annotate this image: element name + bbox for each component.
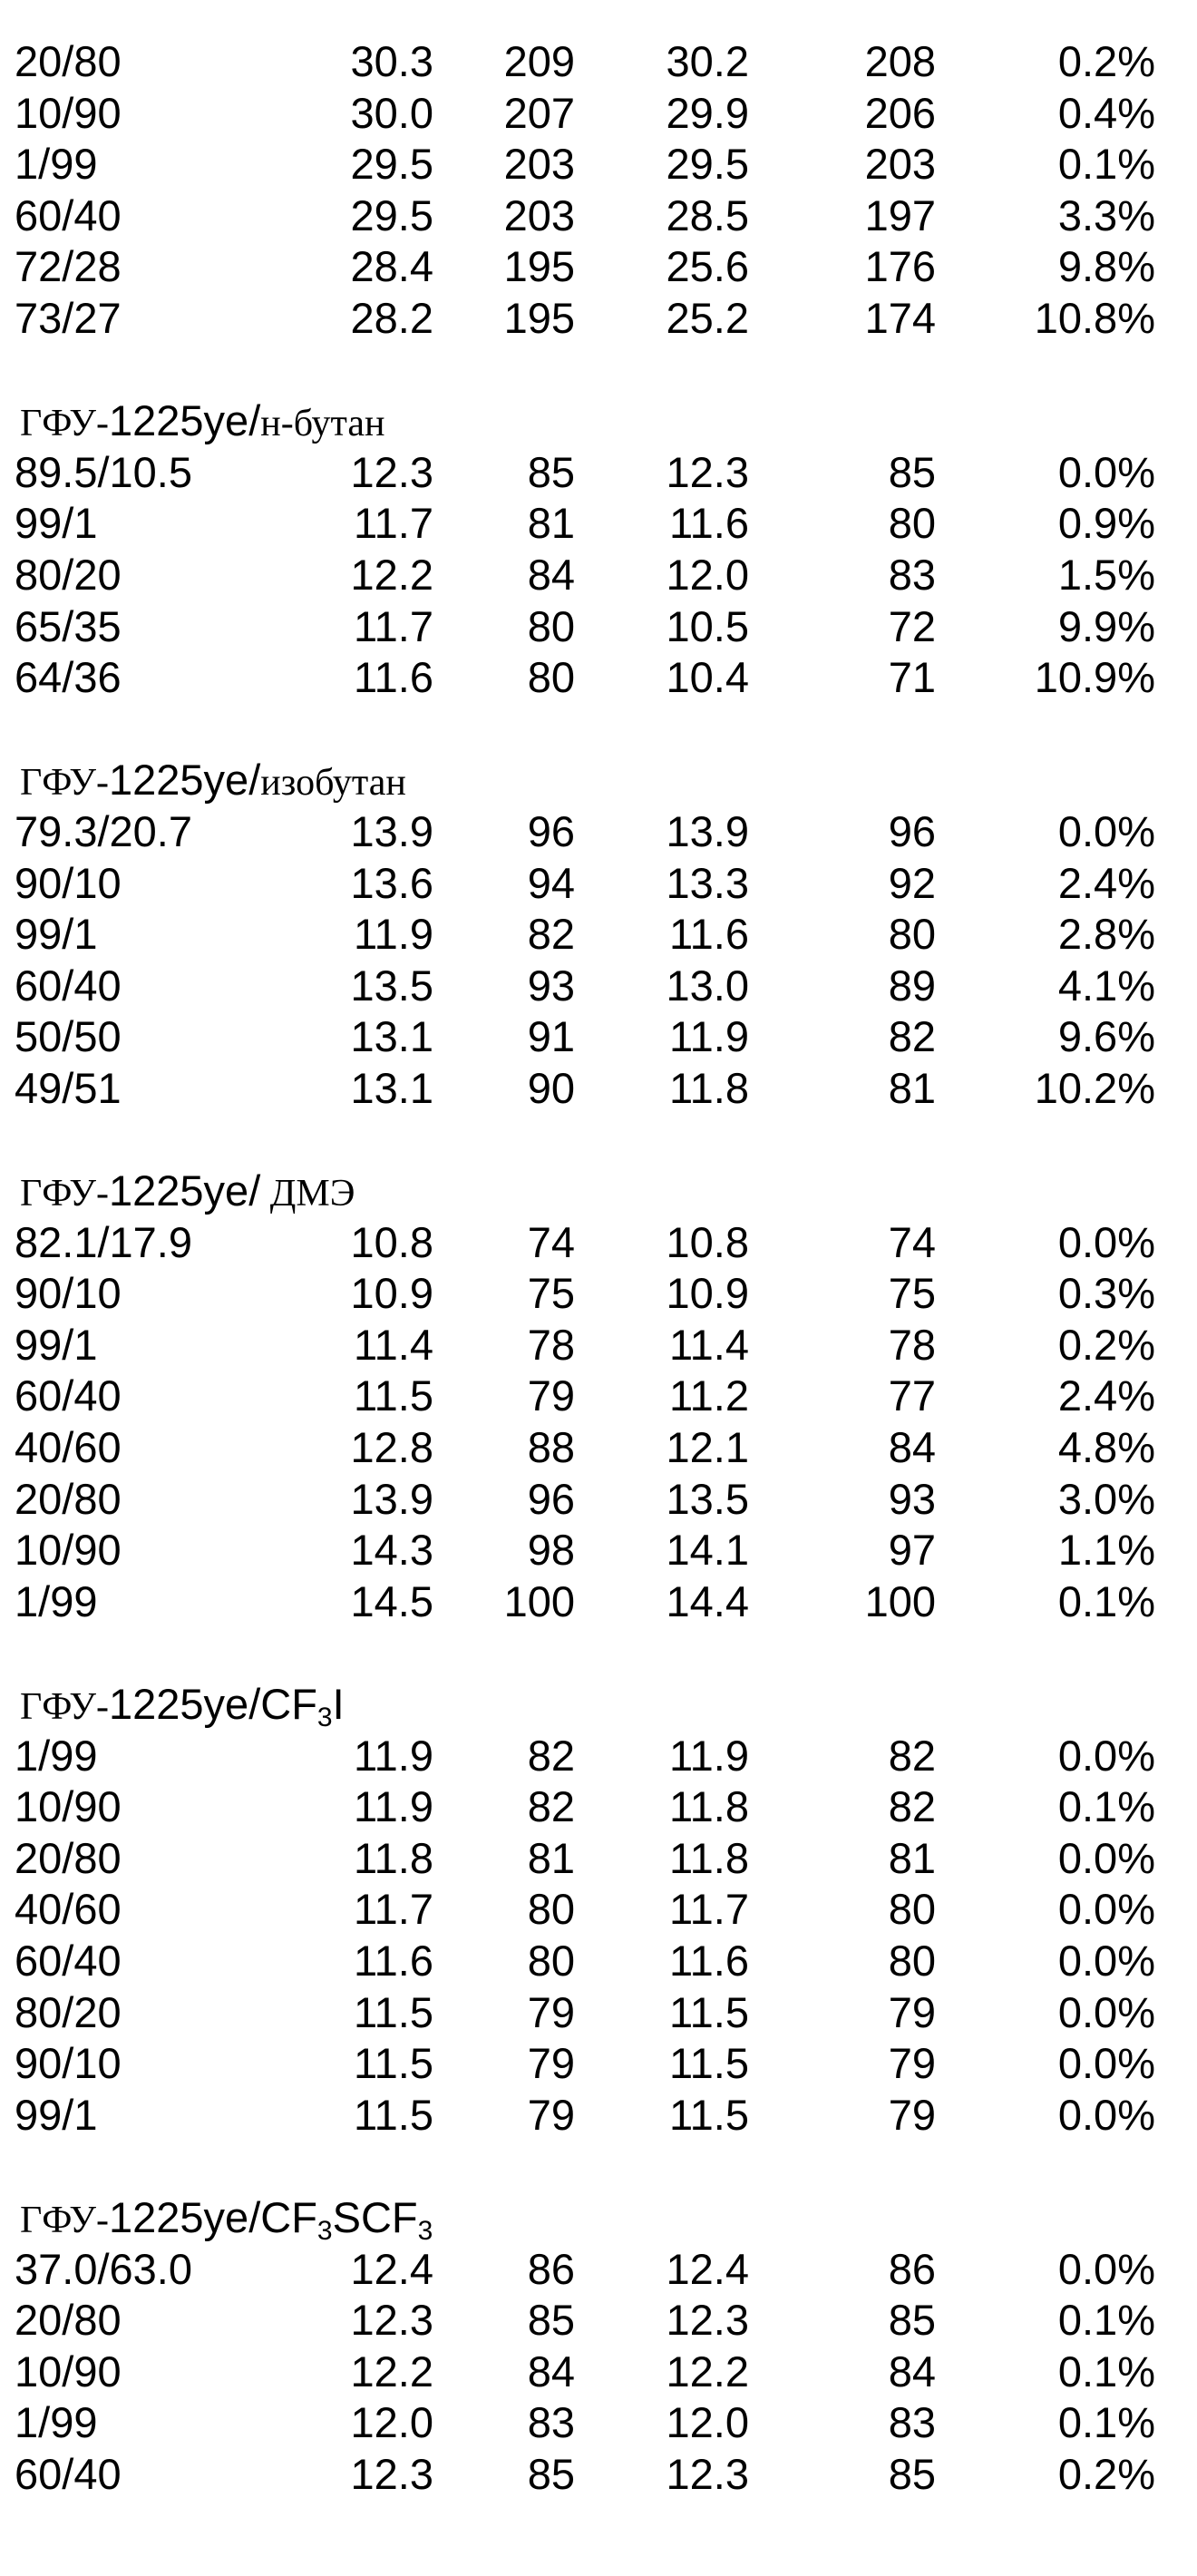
composition-cell: 79.3/20.7: [15, 806, 193, 855]
value-cell: 100: [503, 1576, 575, 1625]
value-cell: 96: [527, 806, 575, 855]
percent-cell: 0.9%: [1057, 499, 1155, 548]
value-cell: 30.2: [666, 37, 749, 85]
table-row: [0, 2397, 1197, 2449]
value-cell: 82: [527, 1782, 575, 1831]
value-cell: 29.5: [666, 140, 749, 189]
section-gap: [0, 704, 1197, 756]
value-cell: 12.4: [666, 2244, 749, 2293]
value-cell: 11.5: [669, 1987, 749, 2036]
percent-cell: 2.4%: [1057, 858, 1155, 907]
value-cell: 11.7: [354, 1885, 433, 1934]
table-row: [0, 1474, 1197, 1526]
percent-cell: 10.9%: [1034, 653, 1155, 702]
percent-cell: 10.8%: [1034, 293, 1155, 342]
table-row: [0, 1422, 1197, 1474]
table-row: [0, 2244, 1197, 2296]
value-cell: 85: [888, 447, 936, 496]
value-cell: 12.2: [350, 550, 433, 599]
value-cell: 78: [527, 1320, 575, 1369]
composition-cell: 90/10: [15, 858, 122, 907]
value-cell: 11.6: [354, 1936, 433, 1985]
percent-cell: 0.1%: [1057, 2296, 1155, 2345]
value-cell: 80: [527, 601, 575, 650]
value-cell: 79: [888, 1987, 936, 2036]
table-row: [0, 190, 1197, 242]
value-cell: 10.4: [666, 653, 749, 702]
percent-cell: 0.0%: [1057, 1731, 1155, 1780]
composition-cell: 73/27: [15, 293, 122, 342]
value-cell: 92: [888, 858, 936, 907]
section-partner: изобутан: [260, 762, 406, 805]
table-row: [0, 2295, 1197, 2347]
composition-cell: 1/99: [15, 1576, 98, 1625]
value-cell: 84: [527, 550, 575, 599]
value-cell: 80: [888, 499, 936, 548]
section-header: [0, 755, 1197, 806]
value-cell: 13.0: [666, 961, 749, 1010]
value-cell: 80: [527, 1936, 575, 1985]
table-row: [0, 1217, 1197, 1269]
composition-cell: 82.1/17.9: [15, 1217, 193, 1266]
percent-cell: 0.1%: [1057, 1576, 1155, 1625]
value-cell: 10.8: [350, 1217, 433, 1266]
table-row: [0, 1576, 1197, 1628]
value-cell: 176: [864, 242, 936, 291]
value-cell: 12.3: [350, 2449, 433, 2498]
percent-cell: 0.0%: [1057, 447, 1155, 496]
value-cell: 79: [527, 1371, 575, 1420]
value-cell: 11.7: [354, 499, 433, 548]
value-cell: 82: [888, 1012, 936, 1061]
percent-cell: 9.6%: [1057, 1012, 1155, 1061]
composition-cell: 60/40: [15, 190, 122, 239]
value-cell: 203: [864, 140, 936, 189]
value-cell: 13.1: [350, 1063, 433, 1112]
table-row: [0, 858, 1197, 910]
percent-cell: 4.8%: [1057, 1423, 1155, 1472]
value-cell: 11.5: [354, 2090, 433, 2139]
percent-cell: 9.8%: [1057, 242, 1155, 291]
percent-cell: 0.0%: [1057, 2244, 1155, 2293]
section-header: [0, 1166, 1197, 1217]
table-row: [0, 88, 1197, 140]
value-cell: 13.9: [350, 806, 433, 855]
composition-cell: 80/20: [15, 1987, 122, 2036]
value-cell: 11.9: [354, 910, 433, 959]
value-cell: 85: [527, 2449, 575, 2498]
composition-cell: 64/36: [15, 653, 122, 702]
value-cell: 30.3: [350, 37, 433, 85]
value-cell: 79: [527, 2039, 575, 2088]
value-cell: 206: [864, 88, 936, 137]
table-row: [0, 1884, 1197, 1936]
composition-cell: 20/80: [15, 37, 122, 85]
value-cell: 72: [888, 601, 936, 650]
section-header: [0, 395, 1197, 447]
value-cell: 82: [527, 910, 575, 959]
percent-cell: 0.0%: [1057, 2090, 1155, 2139]
value-cell: 10.9: [350, 1269, 433, 1318]
section-partner: ДМЭ: [260, 1173, 355, 1215]
table-row: [0, 550, 1197, 601]
value-cell: 11.6: [669, 1936, 749, 1985]
value-cell: 195: [503, 293, 575, 342]
percent-cell: 0.0%: [1057, 806, 1155, 855]
table-row: [0, 1525, 1197, 1576]
composition-cell: 10/90: [15, 1526, 122, 1575]
value-cell: 12.1: [666, 1423, 749, 1472]
value-cell: 28.5: [666, 190, 749, 239]
table-row: [0, 1011, 1197, 1063]
value-cell: 12.3: [350, 447, 433, 496]
table-row: [0, 447, 1197, 499]
value-cell: 25.6: [666, 242, 749, 291]
value-cell: 11.8: [669, 1833, 749, 1882]
value-cell: 83: [888, 2398, 936, 2447]
table-row: [0, 1731, 1197, 1782]
percent-cell: 0.0%: [1057, 1833, 1155, 1882]
table-row: [0, 652, 1197, 704]
value-cell: 93: [527, 961, 575, 1010]
value-cell: 12.8: [350, 1423, 433, 1472]
section-prefix: ГФУ-: [20, 1173, 109, 1215]
section-prefix: ГФУ-: [20, 762, 109, 805]
percent-cell: 2.8%: [1057, 910, 1155, 959]
value-cell: 85: [888, 2449, 936, 2498]
value-cell: 14.5: [350, 1576, 433, 1625]
section-compound: $1225ye/CF_3SCF_3$: [109, 2192, 433, 2246]
value-cell: 91: [527, 1012, 575, 1061]
value-cell: 12.0: [666, 550, 749, 599]
value-cell: 12.3: [350, 2296, 433, 2345]
value-cell: 83: [888, 550, 936, 599]
value-cell: 11.9: [354, 1782, 433, 1831]
value-cell: 208: [864, 37, 936, 85]
value-cell: 82: [527, 1731, 575, 1780]
value-cell: 10.9: [666, 1269, 749, 1318]
value-cell: 86: [527, 2244, 575, 2293]
composition-cell: 72/28: [15, 242, 122, 291]
table-row: [0, 293, 1197, 345]
value-cell: 13.6: [350, 858, 433, 907]
value-cell: 85: [527, 2296, 575, 2345]
value-cell: 207: [503, 88, 575, 137]
table-row: [0, 601, 1197, 653]
value-cell: 174: [864, 293, 936, 342]
value-cell: 79: [527, 1987, 575, 2036]
value-cell: 75: [527, 1269, 575, 1318]
value-cell: 85: [888, 2296, 936, 2345]
value-cell: 10.5: [666, 601, 749, 650]
value-cell: 11.9: [669, 1012, 749, 1061]
value-cell: 12.3: [666, 2296, 749, 2345]
percent-cell: 0.0%: [1057, 1885, 1155, 1934]
composition-cell: 40/60: [15, 1885, 122, 1934]
section-gap: [0, 345, 1197, 396]
percent-cell: 1.1%: [1057, 1526, 1155, 1575]
value-cell: 12.4: [350, 2244, 433, 2293]
value-cell: 10.8: [666, 1217, 749, 1266]
section-header: [0, 1679, 1197, 1731]
section-compound: 1225ye/: [109, 1166, 261, 1215]
composition-cell: 99/1: [15, 910, 98, 959]
value-cell: 13.5: [350, 961, 433, 1010]
value-cell: 197: [864, 190, 936, 239]
composition-cell: 60/40: [15, 2449, 122, 2498]
value-cell: 88: [527, 1423, 575, 1472]
percent-cell: 1.5%: [1057, 550, 1155, 599]
value-cell: 29.5: [350, 140, 433, 189]
value-cell: 84: [888, 2347, 936, 2395]
table-row: [0, 1987, 1197, 2039]
value-cell: 81: [888, 1833, 936, 1882]
value-cell: 12.0: [666, 2398, 749, 2447]
value-cell: 11.9: [354, 1731, 433, 1780]
section-partner: н-бутан: [260, 403, 385, 445]
composition-cell: 60/40: [15, 1936, 122, 1985]
percent-cell: 0.1%: [1057, 2347, 1155, 2395]
table-row: [0, 961, 1197, 1012]
section-prefix: ГФУ-: [20, 2199, 109, 2241]
value-cell: 13.3: [666, 858, 749, 907]
value-cell: 74: [527, 1217, 575, 1266]
value-cell: 93: [888, 1474, 936, 1523]
composition-cell: 10/90: [15, 1782, 122, 1831]
value-cell: 203: [503, 140, 575, 189]
value-cell: 11.6: [354, 653, 433, 702]
composition-cell: 20/80: [15, 2296, 122, 2345]
value-cell: 97: [888, 1526, 936, 1575]
value-cell: 203: [503, 190, 575, 239]
value-cell: 28.2: [350, 293, 433, 342]
section-gap: [0, 1114, 1197, 1166]
value-cell: 209: [503, 37, 575, 85]
table-row: [0, 909, 1197, 961]
value-cell: 30.0: [350, 88, 433, 137]
value-cell: 81: [527, 1833, 575, 1882]
value-cell: 82: [888, 1782, 936, 1831]
composition-cell: 99/1: [15, 499, 98, 548]
section-gap: [0, 2141, 1197, 2192]
table-row: [0, 241, 1197, 293]
percent-cell: 3.0%: [1057, 1474, 1155, 1523]
percent-cell: 0.1%: [1057, 140, 1155, 189]
value-cell: 79: [527, 2090, 575, 2139]
value-cell: 79: [888, 2090, 936, 2139]
table-row: [0, 806, 1197, 858]
value-cell: 12.0: [350, 2398, 433, 2447]
value-cell: 14.3: [350, 1526, 433, 1575]
percent-cell: 0.1%: [1057, 2398, 1155, 2447]
value-cell: 25.2: [666, 293, 749, 342]
table-row: [0, 1268, 1197, 1320]
section-prefix: ГФУ-: [20, 1686, 109, 1728]
value-cell: 86: [888, 2244, 936, 2293]
composition-cell: 49/51: [15, 1063, 122, 1112]
table-row: [0, 1063, 1197, 1115]
value-cell: 94: [527, 858, 575, 907]
value-cell: 11.8: [669, 1782, 749, 1831]
value-cell: 13.9: [350, 1474, 433, 1523]
value-cell: 13.1: [350, 1012, 433, 1061]
composition-cell: 80/20: [15, 550, 122, 599]
value-cell: 12.2: [350, 2347, 433, 2395]
value-cell: 29.9: [666, 88, 749, 137]
table-row: [0, 2038, 1197, 2090]
value-cell: 81: [527, 499, 575, 548]
composition-cell: 90/10: [15, 2039, 122, 2088]
value-cell: 11.9: [669, 1731, 749, 1780]
value-cell: 13.5: [666, 1474, 749, 1523]
composition-cell: 89.5/10.5: [15, 447, 193, 496]
composition-cell: 1/99: [15, 1731, 98, 1780]
value-cell: 11.6: [669, 910, 749, 959]
data-table: [0, 36, 1197, 2501]
value-cell: 28.4: [350, 242, 433, 291]
percent-cell: 0.0%: [1057, 2039, 1155, 2088]
percent-cell: 4.1%: [1057, 961, 1155, 1010]
section-compound: 1225ye/: [109, 396, 261, 445]
composition-cell: 60/40: [15, 1371, 122, 1420]
table-row: [0, 36, 1197, 88]
value-cell: 80: [527, 653, 575, 702]
percent-cell: 9.9%: [1057, 601, 1155, 650]
value-cell: 11.6: [669, 499, 749, 548]
composition-cell: 37.0/63.0: [15, 2244, 193, 2293]
value-cell: 80: [888, 910, 936, 959]
composition-cell: 1/99: [15, 2398, 98, 2447]
value-cell: 11.2: [669, 1371, 749, 1420]
section-compound: 1225ye/: [109, 756, 261, 805]
value-cell: 98: [527, 1526, 575, 1575]
value-cell: 84: [888, 1423, 936, 1472]
percent-cell: 0.2%: [1057, 1320, 1155, 1369]
percent-cell: 10.2%: [1034, 1063, 1155, 1112]
composition-cell: 10/90: [15, 2347, 122, 2395]
value-cell: 13.9: [666, 806, 749, 855]
value-cell: 11.5: [354, 2039, 433, 2088]
composition-cell: 20/80: [15, 1474, 122, 1523]
composition-cell: 20/80: [15, 1833, 122, 1882]
composition-cell: 99/1: [15, 2090, 98, 2139]
value-cell: 84: [527, 2347, 575, 2395]
value-cell: 11.4: [669, 1320, 749, 1369]
value-cell: 96: [527, 1474, 575, 1523]
table-row: [0, 2449, 1197, 2501]
composition-cell: 1/99: [15, 140, 98, 189]
value-cell: 96: [888, 806, 936, 855]
value-cell: 11.8: [669, 1063, 749, 1112]
table-row: [0, 2347, 1197, 2398]
value-cell: 100: [864, 1576, 936, 1625]
composition-cell: 90/10: [15, 1269, 122, 1318]
value-cell: 195: [503, 242, 575, 291]
percent-cell: 0.0%: [1057, 1936, 1155, 1985]
value-cell: 12.3: [666, 447, 749, 496]
value-cell: 80: [888, 1885, 936, 1934]
value-cell: 29.5: [350, 190, 433, 239]
percent-cell: 3.3%: [1057, 190, 1155, 239]
value-cell: 79: [888, 2039, 936, 2088]
value-cell: 11.7: [669, 1885, 749, 1934]
value-cell: 11.5: [669, 2090, 749, 2139]
composition-cell: 60/40: [15, 961, 122, 1010]
value-cell: 11.5: [354, 1987, 433, 2036]
value-cell: 90: [527, 1063, 575, 1112]
composition-cell: 40/60: [15, 1423, 122, 1472]
table-row: [0, 1936, 1197, 1987]
percent-cell: 0.2%: [1057, 37, 1155, 85]
section-prefix: ГФУ-: [20, 403, 109, 445]
percent-cell: 0.3%: [1057, 1269, 1155, 1318]
value-cell: 11.5: [354, 1371, 433, 1420]
value-cell: 77: [888, 1371, 936, 1420]
table-row: [0, 1781, 1197, 1833]
value-cell: 11.8: [354, 1833, 433, 1882]
value-cell: 74: [888, 1217, 936, 1266]
percent-cell: 0.1%: [1057, 1782, 1155, 1831]
value-cell: 12.3: [666, 2449, 749, 2498]
value-cell: 81: [888, 1063, 936, 1112]
value-cell: 14.4: [666, 1576, 749, 1625]
table-row: [0, 498, 1197, 550]
value-cell: 85: [527, 447, 575, 496]
value-cell: 75: [888, 1269, 936, 1318]
value-cell: 89: [888, 961, 936, 1010]
value-cell: 11.4: [354, 1320, 433, 1369]
value-cell: 78: [888, 1320, 936, 1369]
value-cell: 71: [888, 653, 936, 702]
percent-cell: 0.0%: [1057, 1217, 1155, 1266]
table-row: [0, 2090, 1197, 2142]
composition-cell: 50/50: [15, 1012, 122, 1061]
composition-cell: 99/1: [15, 1320, 98, 1369]
table-row: [0, 1371, 1197, 1422]
percent-cell: 0.0%: [1057, 1987, 1155, 2036]
value-cell: 11.7: [354, 601, 433, 650]
table-row: [0, 1833, 1197, 1885]
percent-cell: 0.4%: [1057, 88, 1155, 137]
section-gap: [0, 1627, 1197, 1679]
value-cell: 83: [527, 2398, 575, 2447]
table-row: [0, 1320, 1197, 1371]
percent-cell: 2.4%: [1057, 1371, 1155, 1420]
section-header: [0, 2192, 1197, 2244]
composition-cell: 65/35: [15, 601, 122, 650]
percent-cell: 0.2%: [1057, 2449, 1155, 2498]
value-cell: 82: [888, 1731, 936, 1780]
value-cell: 80: [527, 1885, 575, 1934]
value-cell: 11.5: [669, 2039, 749, 2088]
composition-cell: 10/90: [15, 88, 122, 137]
section-compound: $1225ye/CF_3I$: [109, 1680, 345, 1732]
value-cell: 80: [888, 1936, 936, 1985]
table-row: [0, 139, 1197, 190]
value-cell: 12.2: [666, 2347, 749, 2395]
value-cell: 14.1: [666, 1526, 749, 1575]
